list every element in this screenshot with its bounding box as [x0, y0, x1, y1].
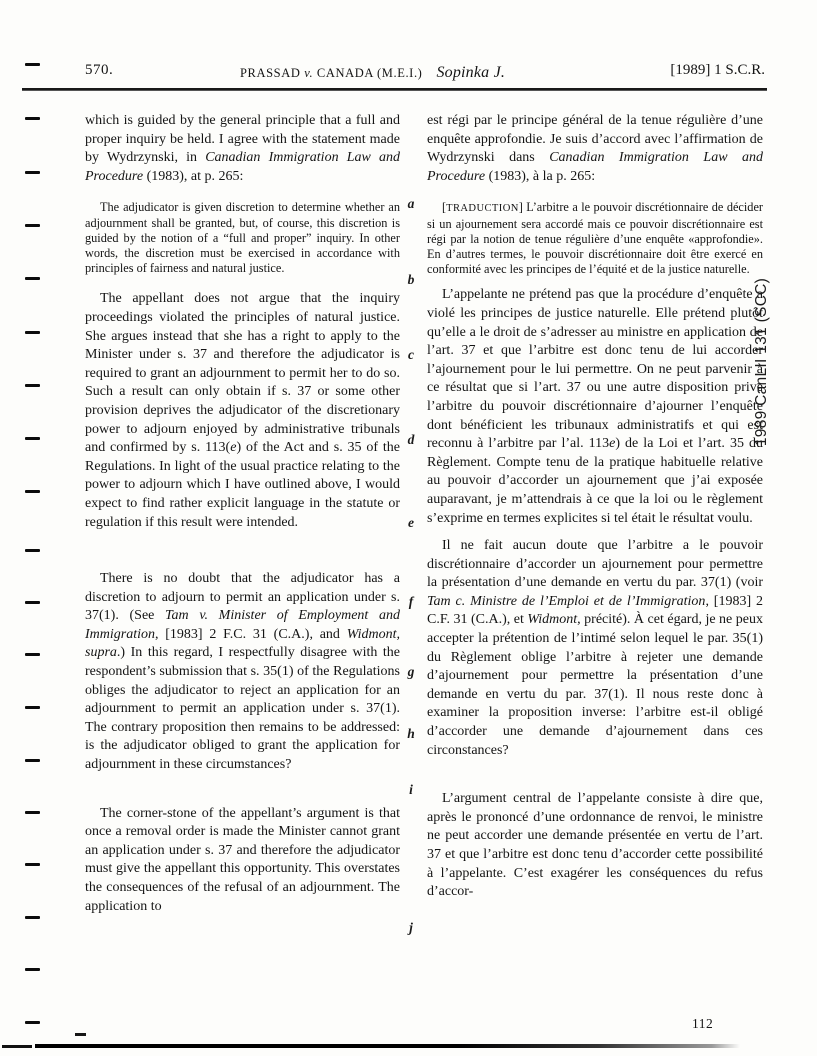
running-header [85, 60, 765, 84]
paragraph: Il ne fait aucun doute que l’arbitre a le pouvoir discrétionnaire d’accorder un ajournement pour permettre la présentation d’une demande en vertu du par. 37(1) (voir Tam c. Ministre de l’Emploi et de l’Immigration, [1983] 2 C.F. 31 (C.A.), et Widmont, précité). À cet égard, je ne peux accepter la prétention de l’intimé selon lequel le par. 35(1) du Règlement oblige l’arbitre à rejeter une demande d’ajournement pour permettre la présentation d’une demande en vertu du par. 37(1). Il nous reste donc à examiner la proposition inverse: l’arbitre est-il obligé d’accorder une demande d’ajournement dans ces circonstances? [427, 538, 764, 758]
binding-mark [25, 63, 40, 66]
binding-mark [25, 490, 40, 493]
binding-mark [25, 863, 40, 866]
scan-artifact-dash [75, 1033, 86, 1036]
binding-mark [25, 224, 40, 227]
margin-letter-b: b [407, 272, 415, 287]
header-rule [22, 88, 767, 91]
binding-mark [25, 117, 40, 120]
binding-mark [25, 601, 40, 604]
paragraph: The corner-stone of the appellant’s argument is that once a removal order is made the Minister cannot grant an application under s. 37 and therefore the adjudicator must give the appellant this opportunity. This overstates the consequences of the refusal of an adjournment. The application to [85, 805, 400, 914]
margin-letter-c: c [408, 347, 414, 362]
versus-abbrev: v. [304, 66, 314, 80]
margin-letters [402, 0, 420, 1056]
block-quote: [TRADUCTION] L’arbitre a le pouvoir discrétionnaire de décider si un ajournement sera accordé mais ce pouvoir discrétionnaire est régi par la notion de tenue régulière d’une enquête «approfondie». En d’autres termes, le pouvoir discrétionnaire doit être exercé en conformité avec les principes de l’équité et de la justice naturelle. [427, 200, 763, 277]
binding-mark [25, 759, 40, 762]
binding-mark [25, 384, 40, 387]
paragraph: L’appelante ne prétend pas que la procédure d’enquête a violé les principes de justice naturelle. Elle prétend plutôt qu’elle a le droit de s’adresser au ministre en application de l’art. 37 et que l’arbitre est donc tenu de lui accorder l’ajournement pour le lui permettre. On ne peut parvenir à ce résultat que si l’art. 37 ou une autre disposition prive l’arbitre du pouvoir discrétionnaire d’ajourner l’enquête dont bénéficient les tribunaux administratifs et qui est reconnu à l’arbitre par l’al. 113e) de la Loi et l’art. 35 du Règlement. Compte tenu de la pratique habituelle relative au pouvoir d’accorder un ajournement que j’ai exposée auparavant, je m’attendrais à ce que la loi ou le règlement s’exprime en termes explicites si tel était le résultat voulu. [427, 287, 763, 526]
column-right [427, 112, 763, 902]
margin-letter-i: i [409, 782, 413, 797]
footer-page-number: 112 [692, 1016, 714, 1031]
binding-mark [25, 811, 40, 814]
case-title [240, 64, 505, 82]
scan-artifact-bar [35, 1044, 740, 1048]
paragraph: which is guided by the general principle that a full and proper inquiry be held. I agree with the statement made by Wydrzynski, in Canadian Immigration Law and Procedure (1983), at p. 265: [85, 113, 400, 184]
case-title-respondent: CANADA (M.E.I.) [316, 66, 423, 80]
paragraph: There is no doubt that the adjudicator has a discretion to adjourn to permit an application under s. 37(1). (See Tam v. Minister of Employment and Immigration, [1983] 2 F.C. 31 (C.A.), and Widmont, supra.) In this regard, I respectfully disagree with the respondent’s submission that s. 35(1) of the Regulations obliges the adjudicator to reject an application for an adjournment to permit an application under s. 37(1). The contrary proposition then remains to be addressed: is the adjudicator obliged to grant the application for adjournment in these circumstances? [85, 571, 400, 773]
binding-mark [25, 437, 40, 440]
binding-mark [25, 916, 40, 919]
margin-letter-d: d [407, 432, 415, 447]
margin-letter-e: e [408, 515, 414, 530]
paragraph: est régi par le principe général de la tenue régulière d’une enquête approfondie. Je suis d’accord avec l’affirmation de Wydrzynski dans Canadian Immigration Law and Procedure (1983), à la p. 265: [427, 113, 764, 184]
report-citation: [1989] 1 S.C.R. [670, 62, 765, 78]
binding-mark [25, 331, 40, 334]
page-number-left: 570. [85, 62, 114, 78]
judge-name: Sopinka J. [436, 64, 506, 81]
block-quote: The adjudicator is given discretion to determine whether an adjournment shall be granted, but, of course, this discretion is guided by the notion of a “full and proper” inquiry. In other words, the discretion must be exercised in accordance with principles of fairness and natural justice. [85, 200, 400, 276]
binding-mark [25, 706, 40, 709]
binding-mark [25, 1021, 40, 1024]
margin-letter-f: f [408, 594, 414, 609]
binding-mark [25, 653, 40, 656]
paragraph: L’argument central de l’appelante consiste à dire que, après le prononcé d’une ordonnance de renvoi, le ministre ne peut accorder une demande présentée en vertu de l’art. 37 et que l’arbitre est donc tenu d’accorder cette possibilité à l’appelante. C’est exagérer les conséquences du refus d’accor- [427, 791, 763, 900]
binding-mark [25, 968, 40, 971]
scan-artifact-bar-left [2, 1045, 32, 1048]
canlii-watermark: 1989 CanLII 131 (SCC) [753, 277, 770, 447]
margin-letter-g: g [407, 664, 415, 679]
binding-mark [25, 171, 40, 174]
margin-letter-h: h [407, 726, 415, 741]
paragraph: The appellant does not argue that the inquiry proceedings violated the principles of natural justice. She argues instead that she has a right to apply to the Minister under s. 37 and therefore the adjudicator is required to grant an adjournment to permit her to do so. Such a result can only obtain if s. 37 or some other provision deprives the adjudicator of the discretionary power to adjourn enjoyed by administrative tribunals and confirmed by s. 113(e) of the Act and s. 35 of the Regulations. In light of the usual practice relating to the power to adjourn which I have outlined above, I would expect to find rather explicit language in the statute or regulation if this result were intended. [85, 291, 400, 530]
column-left [85, 112, 400, 916]
binding-mark [25, 549, 40, 552]
case-title-appellant: PRASSAD [240, 66, 301, 80]
binding-mark [25, 277, 40, 280]
margin-letter-j: j [409, 920, 413, 935]
margin-letter-a: a [407, 196, 415, 211]
